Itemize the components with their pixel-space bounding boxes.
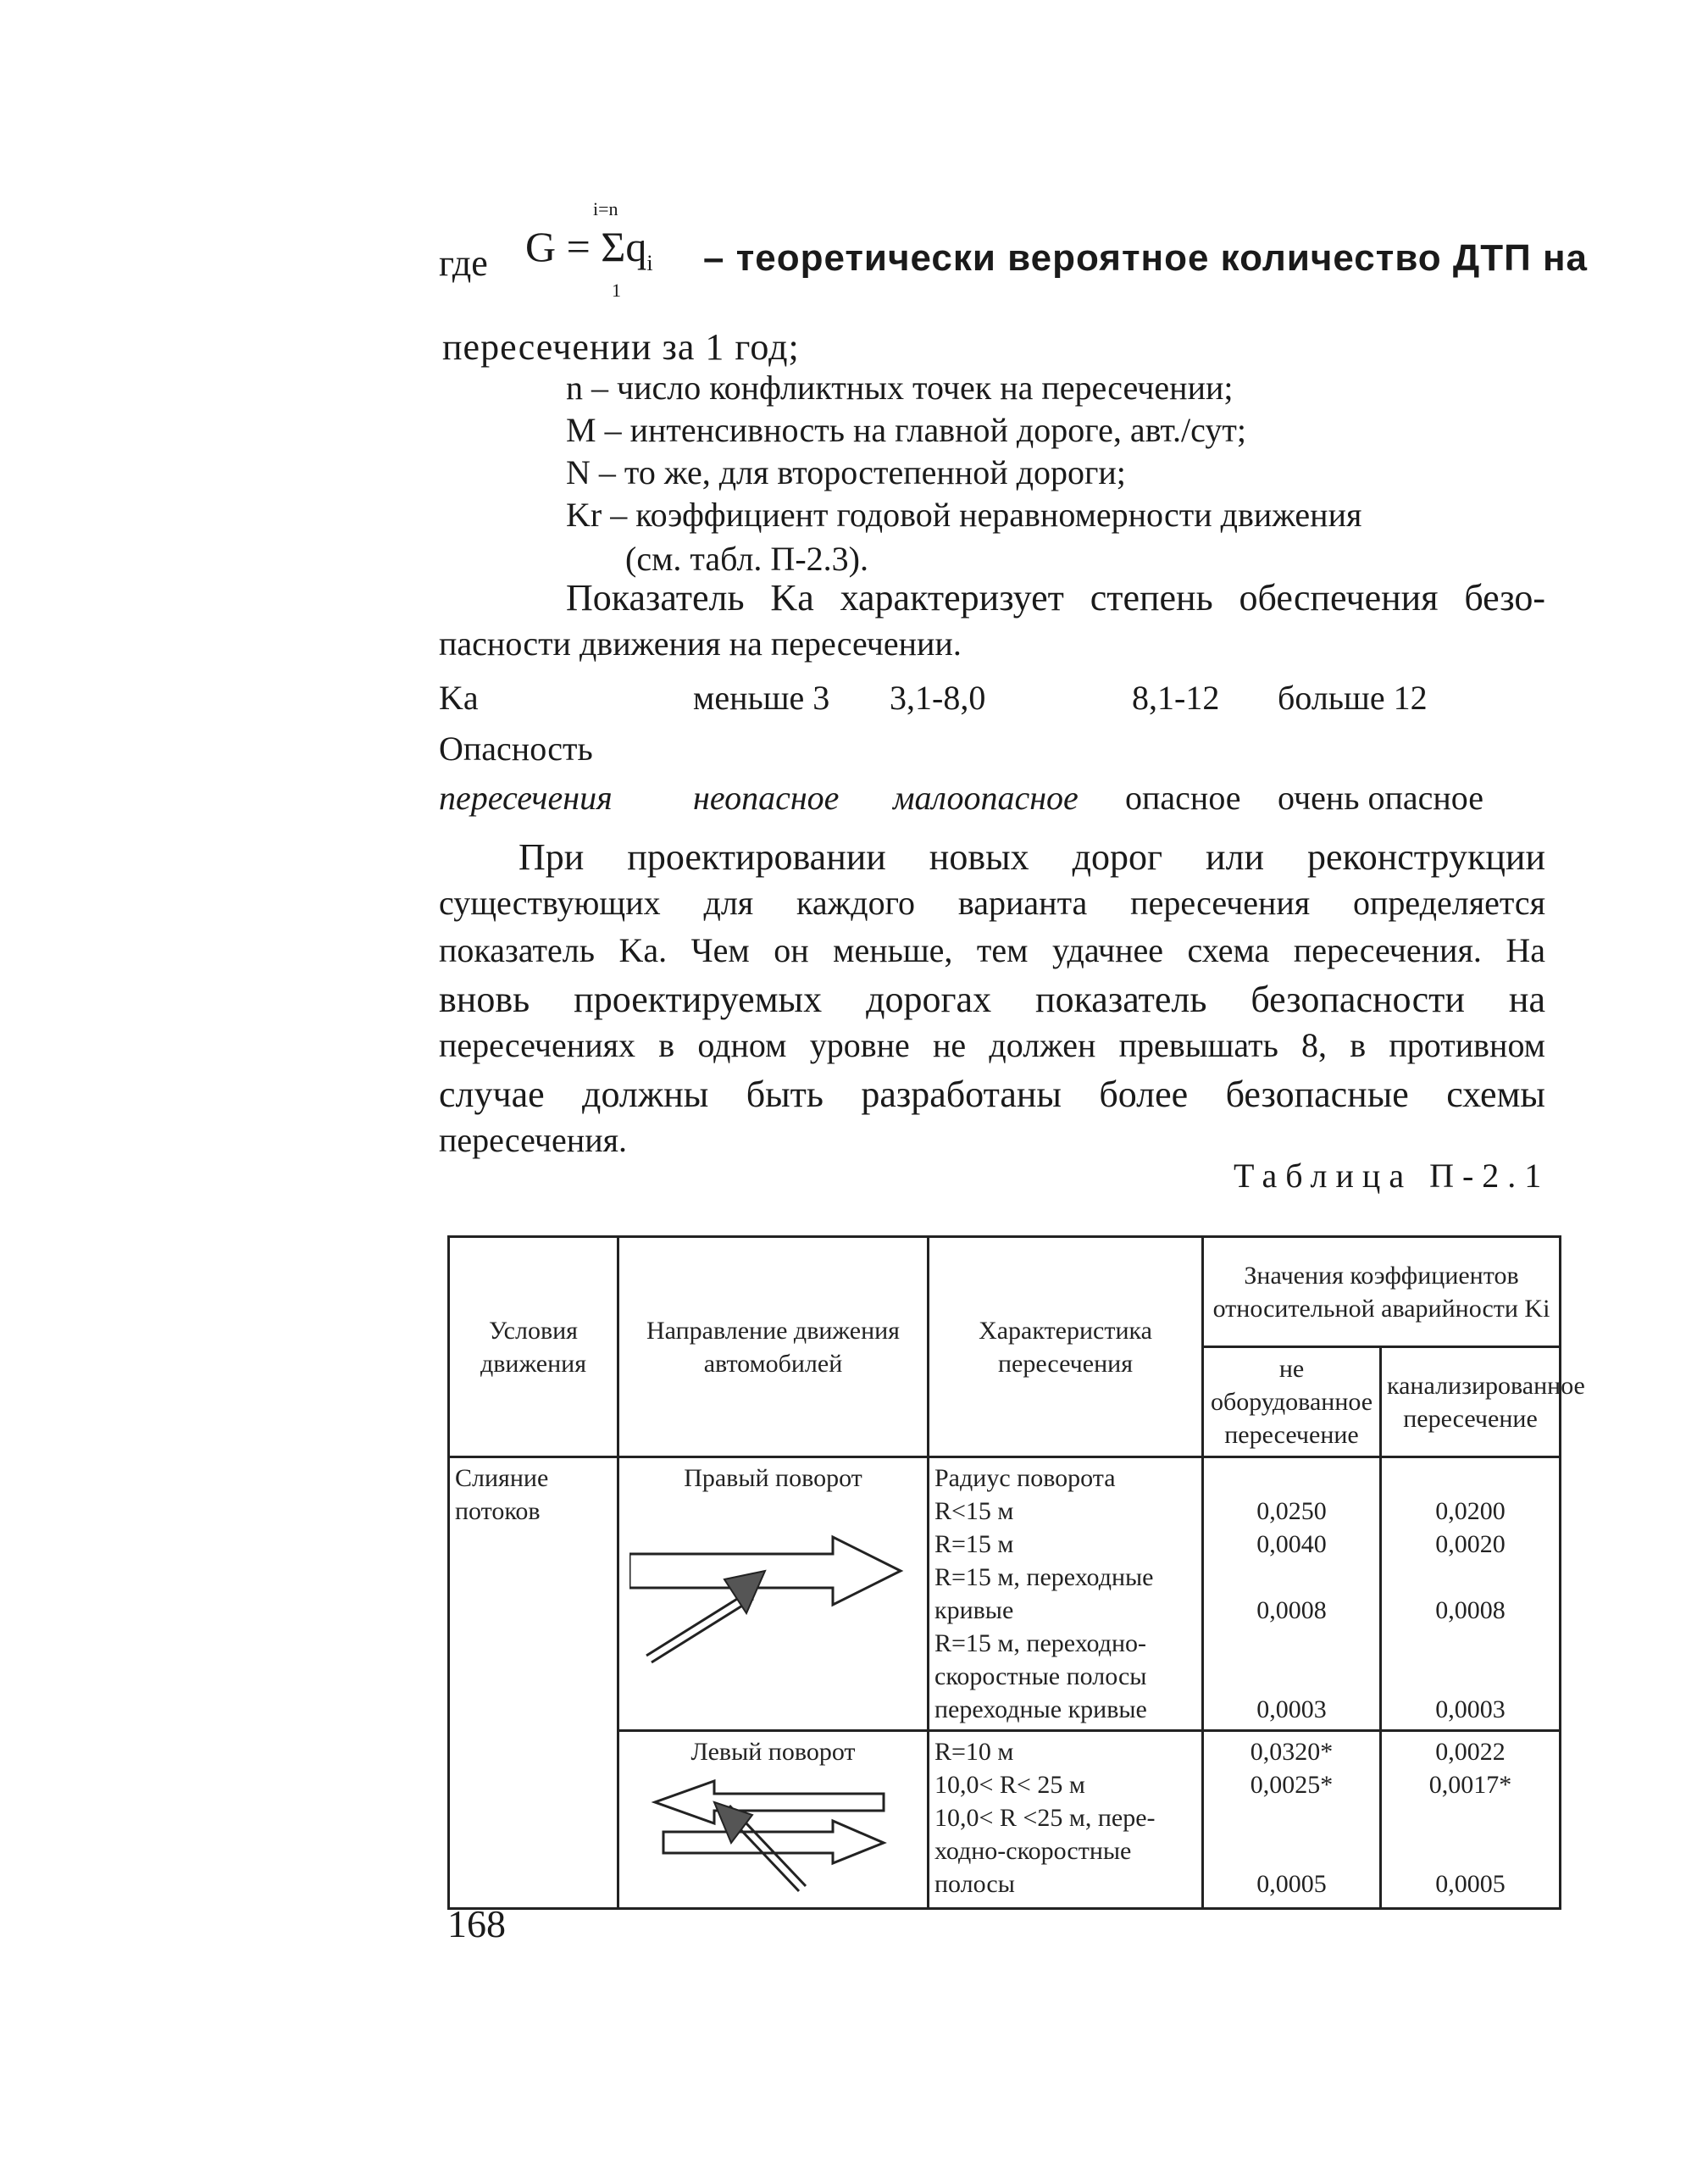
- char-line: переходные кривые: [934, 1695, 1147, 1723]
- header-conditions: Условия движения: [449, 1237, 618, 1457]
- definition-nn: N – то же, для второстепенной дороги;: [566, 453, 1126, 491]
- left-turn-direction-cell: [618, 1731, 929, 1909]
- formula-description: – теоретически вероятное количество ДТП на: [703, 237, 1589, 279]
- right-turn-diagram: [629, 1495, 918, 1664]
- scale-danger-label-1: Опасность: [439, 730, 593, 768]
- paragraph2-line5: пересечениях в одном уровне не должен превышать 8, в противном: [439, 1026, 1545, 1064]
- formula-main: G = Σq: [525, 223, 647, 270]
- sum-lower-limit: 1: [612, 280, 621, 301]
- paragraph2-line1: При проектировании новых дорог или реконструкции: [518, 836, 1545, 878]
- right-turn-unequipped-values: [1203, 1457, 1381, 1731]
- value-cell: 0,0003: [1435, 1695, 1506, 1723]
- char-line: R=10 м: [934, 1738, 1014, 1766]
- value-cell: [1209, 1801, 1374, 1834]
- left-turn-diagram: [629, 1768, 918, 1895]
- value-cell: 0,0025*: [1250, 1771, 1334, 1799]
- scale-level-3: опасное: [1125, 779, 1241, 817]
- char-line: R<15 м: [934, 1497, 1014, 1525]
- value-cell: 0,0250: [1256, 1497, 1327, 1525]
- value-cell: [1209, 1627, 1374, 1660]
- header-direction: Направление движения автомобилей: [618, 1237, 929, 1457]
- right-turn-label: Правый поворот: [684, 1464, 862, 1492]
- left-turn-unequipped-values: [1203, 1731, 1381, 1909]
- value-cell: 0,0005: [1256, 1870, 1327, 1898]
- header-characteristic: Характеристика пересечения: [929, 1237, 1203, 1457]
- char-line: R=15 м: [934, 1530, 1014, 1558]
- value-cell: 0,0008: [1256, 1596, 1327, 1624]
- table-row-right-turn: [449, 1457, 1561, 1731]
- header-values-group: Значения коэффициентов относительной аварийности Ki: [1203, 1237, 1561, 1347]
- value-cell: 0,0022: [1435, 1738, 1506, 1766]
- right-turn-direction-cell: [618, 1457, 929, 1731]
- paragraph2-line4: вновь проектируемых дорогах показатель безопасности на: [439, 979, 1545, 1020]
- paragraph2-line3: показатель Ka. Чем он меньше, тем удачнее схема пересечения. На: [439, 931, 1545, 969]
- char-line: R=15 м, переходно-: [934, 1629, 1147, 1657]
- value-cell: [1387, 1462, 1554, 1495]
- value-cell: 0,0320*: [1250, 1738, 1334, 1766]
- char-line: ходно-скоростные: [934, 1837, 1132, 1865]
- left-turn-channelized-values: [1381, 1731, 1561, 1909]
- coefficient-table: [447, 1235, 1585, 1910]
- value-cell: [1209, 1660, 1374, 1693]
- scale-value-4: больше 12: [1278, 679, 1428, 717]
- char-line: R=15 м, переходные: [934, 1563, 1154, 1591]
- right-turn-characteristics: [929, 1457, 1203, 1731]
- definition-kr-cont: (см. табл. П-2.3).: [625, 540, 868, 578]
- value-cell: 0,0005: [1435, 1870, 1506, 1898]
- scale-level-1: неопасное: [693, 779, 840, 817]
- value-cell: [1209, 1561, 1374, 1594]
- formula-prefix: где: [439, 242, 488, 284]
- value-cell: [1387, 1801, 1554, 1834]
- scale-value-1: меньше 3: [693, 679, 830, 717]
- formula-expression: [525, 222, 653, 276]
- paragraph1-line2: пасности движения на пересечении.: [439, 624, 962, 663]
- table-caption: Таблица П-2.1: [1234, 1157, 1550, 1195]
- char-line: скоростные полосы: [934, 1662, 1147, 1690]
- definition-kr: Kr – коэффициент годовой неравномерности движения: [566, 496, 1362, 534]
- value-cell: 0,0008: [1435, 1596, 1506, 1624]
- value-cell: [1387, 1627, 1554, 1660]
- char-line: 10,0< R< 25 м: [934, 1771, 1085, 1799]
- group-label-cell: [449, 1457, 618, 1909]
- paragraph2-line7: пересечения.: [439, 1121, 627, 1159]
- formula-subscript: i: [646, 251, 653, 275]
- scale-ka-label: Ka: [439, 679, 479, 717]
- scale-level-4: очень опасное: [1278, 779, 1484, 817]
- char-line: 10,0< R <25 м, пере-: [934, 1804, 1156, 1832]
- header-channelized: канализированное пересечение: [1381, 1347, 1561, 1457]
- paragraph2-line2: существующих для каждого варианта пересечения определяется: [439, 884, 1545, 922]
- page-number: 168: [447, 1902, 506, 1945]
- char-line: Радиус поворота: [934, 1464, 1116, 1492]
- scale-level-2: малоопасное: [893, 779, 1079, 817]
- value-cell: [1209, 1834, 1374, 1867]
- definition-line-1: пересечении за 1 год;: [442, 326, 800, 368]
- sum-upper-limit: i=n: [593, 198, 618, 219]
- value-cell: [1387, 1660, 1554, 1693]
- definition-n: n – число конфликтных точек на пересечении;: [566, 369, 1234, 407]
- scale-value-2: 3,1-8,0: [890, 679, 986, 717]
- value-cell: 0,0017*: [1428, 1771, 1512, 1799]
- paragraph2-line6: случае должны быть разработаны более безопасные схемы: [439, 1074, 1545, 1115]
- value-cell: 0,0200: [1435, 1497, 1506, 1525]
- value-cell: [1387, 1834, 1554, 1867]
- scale-value-3: 8,1-12: [1132, 679, 1220, 717]
- value-cell: 0,0020: [1435, 1530, 1506, 1558]
- char-line: полосы: [934, 1870, 1015, 1898]
- group-label: Слияние потоков: [455, 1464, 549, 1525]
- char-line: кривые: [934, 1596, 1014, 1624]
- value-cell: 0,0040: [1256, 1530, 1327, 1558]
- scale-danger-label-2: пересечения: [439, 779, 613, 817]
- right-turn-channelized-values: [1381, 1457, 1561, 1731]
- definition-m: M – интенсивность на главной дороге, авт./сут;: [566, 411, 1246, 449]
- left-turn-characteristics: [929, 1731, 1203, 1909]
- table-header-row-1: [449, 1237, 1561, 1347]
- value-cell: [1209, 1462, 1374, 1495]
- left-turn-label: Левый поворот: [690, 1738, 856, 1766]
- value-cell: [1387, 1561, 1554, 1594]
- header-unequipped: не оборудованное пересечение: [1203, 1347, 1381, 1457]
- value-cell: 0,0003: [1256, 1695, 1327, 1723]
- paragraph1-line1: Показатель Ka характеризует степень обеспечения безо-: [566, 577, 1545, 619]
